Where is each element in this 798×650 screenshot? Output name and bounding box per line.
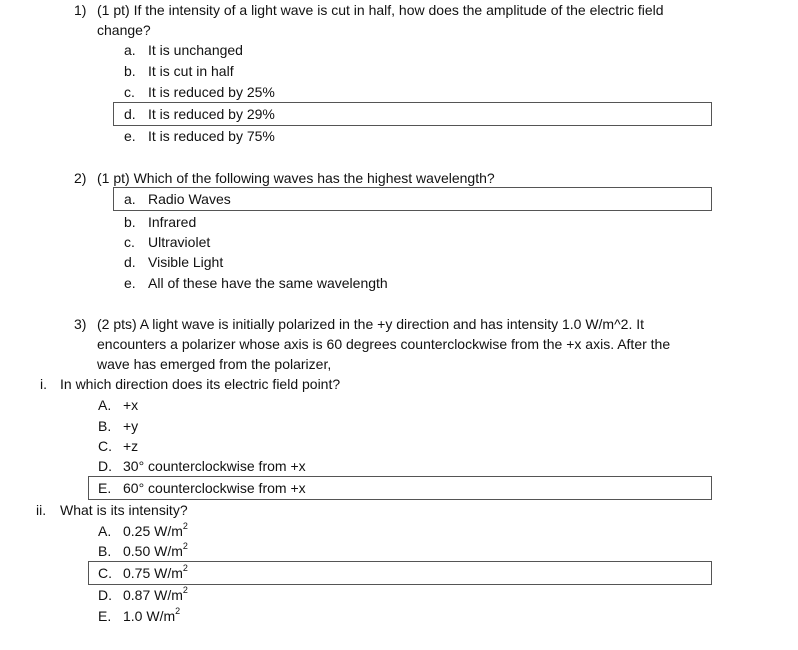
q3-ii-option-b-value — [123, 541, 188, 561]
q3-i-option-e-text: 60° counterclockwise from +x — [123, 480, 306, 496]
q2-number: 2) — [74, 170, 87, 186]
q2-option-d-text: Visible Light — [148, 254, 224, 270]
unit-exponent: 2 — [175, 606, 181, 617]
intensity-unit: W/m — [146, 608, 176, 624]
q2-option-d-letter: d. — [124, 254, 136, 270]
q1-option-c-text: It is reduced by 25% — [148, 84, 275, 100]
q3-part-i-question: In which direction does its electric field point? — [60, 376, 341, 392]
q3-part-ii-numeral: ii. — [36, 502, 47, 518]
intensity-value: 0.50 — [123, 543, 151, 559]
q3-part-i-numeral: i. — [40, 376, 47, 392]
q2-option-a-text: Radio Waves — [148, 191, 231, 207]
q3-i-option-d-text: 30° counterclockwise from +x — [123, 458, 306, 474]
q1-option-d-text: It is reduced by 29% — [148, 106, 275, 122]
q1-option-d-letter: d. — [124, 106, 136, 122]
q3-i-option-b-letter: B. — [98, 418, 112, 434]
q1-option-a-text: It is unchanged — [148, 42, 243, 58]
unit-exponent: 2 — [182, 521, 188, 532]
q1-option-c-letter: c. — [124, 84, 135, 100]
q2-option-a-letter: a. — [124, 191, 136, 207]
q3-ii-option-e-value — [123, 606, 180, 626]
q3-text-line2: encounters a polarizer whose axis is 60 degrees counterclockwise from the +x axis. After the — [97, 336, 671, 352]
intensity-unit: W/m — [154, 565, 183, 581]
q3-i-option-c-text: +z — [123, 438, 139, 454]
unit-exponent: 2 — [182, 563, 188, 574]
q1-option-a-letter: a. — [124, 42, 136, 58]
q3-ii-option-a-letter: A. — [98, 523, 112, 539]
q1-option-b-letter: b. — [124, 63, 136, 79]
q3-ii-option-a-value — [123, 521, 188, 541]
intensity-value: 0.87 — [123, 587, 151, 603]
intensity-unit: W/m — [154, 523, 183, 539]
q3-ii-option-c-value — [123, 563, 188, 583]
q1-option-e-text: It is reduced by 75% — [148, 128, 275, 144]
q1-option-b-text: It is cut in half — [148, 63, 234, 79]
q3-ii-option-c-letter: C. — [98, 565, 112, 581]
q3-i-option-d-letter: D. — [98, 458, 112, 474]
unit-exponent: 2 — [182, 541, 188, 552]
q3-text-line3: wave has emerged from the polarizer, — [97, 356, 332, 372]
q3-ii-option-b-letter: B. — [98, 543, 112, 559]
q3-i-option-e-letter: E. — [98, 480, 112, 496]
q3-ii-option-e-letter: E. — [98, 608, 112, 624]
q3-i-option-a-letter: A. — [98, 397, 112, 413]
q3-text-line1: (2 pts) A light wave is initially polarized in the +y direction and has intensity 1.0 W/m^2. It — [97, 316, 644, 332]
q3-i-option-a-text: +x — [123, 397, 139, 413]
q2-option-e-text: All of these have the same wavelength — [148, 275, 388, 291]
q2-option-c-text: Ultraviolet — [148, 234, 211, 250]
q3-i-option-b-text: +y — [123, 418, 139, 434]
q2-option-b-letter: b. — [124, 214, 136, 230]
intensity-value: 0.75 — [123, 565, 151, 581]
q3-ii-option-d-value — [123, 585, 188, 605]
intensity-unit: W/m — [154, 543, 183, 559]
q2-option-b-text: Infrared — [148, 214, 197, 230]
unit-exponent: 2 — [182, 585, 188, 596]
intensity-value: 1.0 — [123, 608, 143, 624]
q1-text-line1: (1 pt) If the intensity of a light wave is cut in half, how does the amplitude of the electric field — [97, 2, 664, 18]
q1-number: 1) — [74, 2, 87, 18]
q3-part-ii-question: What is its intensity? — [60, 502, 188, 518]
q2-text-line1: (1 pt) Which of the following waves has the highest wavelength? — [97, 170, 495, 186]
q1-option-e-letter: e. — [124, 128, 136, 144]
q2-option-e-letter: e. — [124, 275, 136, 291]
intensity-unit: W/m — [154, 587, 183, 603]
q3-i-option-c-letter: C. — [98, 438, 112, 454]
q3-ii-option-d-letter: D. — [98, 587, 112, 603]
q1-text-line2: change? — [97, 22, 151, 38]
intensity-value: 0.25 — [123, 523, 151, 539]
q3-number: 3) — [74, 316, 87, 332]
q2-option-c-letter: c. — [124, 234, 135, 250]
